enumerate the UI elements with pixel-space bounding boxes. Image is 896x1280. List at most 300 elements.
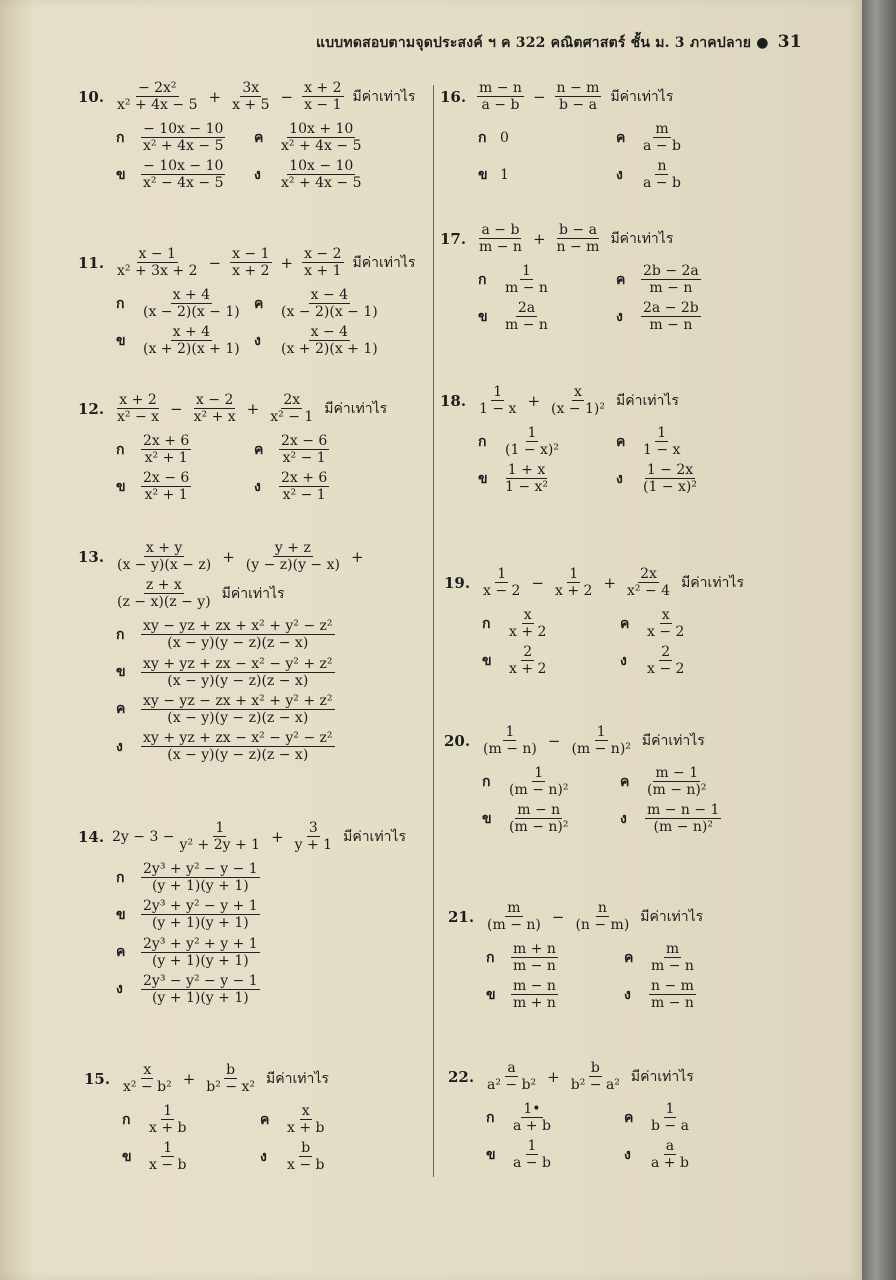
- option-label: ก: [482, 773, 491, 790]
- denominator: x² + 4x − 5: [281, 138, 362, 155]
- denominator: x² − x: [117, 409, 160, 426]
- fraction: [244, 540, 342, 573]
- numerator: m − 1: [655, 765, 699, 782]
- answer-option[interactable]: [254, 324, 424, 357]
- option-label: ก: [486, 1109, 495, 1126]
- answer-option[interactable]: [254, 121, 424, 154]
- option-label: ค: [254, 129, 264, 146]
- fraction: [549, 384, 607, 417]
- fraction: [115, 246, 199, 279]
- answer-option[interactable]: [482, 607, 620, 640]
- numerator: 2a: [517, 300, 536, 317]
- fraction: [569, 724, 632, 757]
- answer-option[interactable]: [116, 158, 254, 191]
- option-label: ข: [482, 810, 492, 827]
- option-fraction: [141, 656, 335, 689]
- question-18: [440, 384, 786, 496]
- denominator: (y − z)(y − x): [245, 557, 340, 574]
- book-edge: [862, 0, 896, 1280]
- option-fraction: [645, 607, 686, 640]
- option-fraction: [641, 300, 701, 333]
- denominator: a + b: [513, 1118, 551, 1135]
- fraction: [477, 80, 524, 113]
- option-fraction: [649, 1138, 691, 1171]
- question-expression: [440, 222, 786, 255]
- option-value: 1: [500, 166, 509, 183]
- denominator: x² + 4x − 5: [117, 97, 198, 114]
- fraction: [115, 577, 213, 610]
- option-fraction: [279, 470, 329, 503]
- option-label: ข: [478, 470, 488, 487]
- question-prompt: มีค่าเท่าไร: [221, 585, 285, 602]
- question-number: 18.: [440, 391, 467, 410]
- answer-option[interactable]: [624, 978, 794, 1011]
- numerator: b: [301, 1140, 311, 1157]
- question-20: [444, 724, 790, 836]
- option-label: ข: [116, 478, 126, 495]
- option-label: ก: [116, 626, 125, 643]
- fraction: [302, 246, 343, 279]
- answer-option[interactable]: [254, 470, 424, 503]
- answer-option[interactable]: [616, 425, 786, 458]
- option-fraction: [649, 1101, 691, 1134]
- operator: −: [531, 573, 545, 592]
- denominator: b² − a²: [570, 1077, 620, 1094]
- option-label: ง: [254, 478, 261, 495]
- fraction: [555, 222, 602, 255]
- operator: +: [182, 1069, 196, 1088]
- option-label: ก: [116, 295, 125, 312]
- question-number: 17.: [440, 229, 467, 248]
- answer-options: [116, 433, 424, 503]
- question-prompt: มีค่าเท่าไร: [640, 908, 704, 925]
- option-fraction: [511, 1138, 553, 1171]
- operator: −: [532, 87, 546, 106]
- numerator: − 10x − 10: [143, 121, 224, 138]
- question-prompt: มีค่าเท่าไร: [610, 230, 674, 247]
- question-17: [440, 222, 786, 334]
- option-fraction: [141, 287, 242, 320]
- denominator: (x + 2)(x + 1): [143, 341, 240, 358]
- denominator: x − 2: [647, 624, 685, 641]
- option-fraction: [507, 644, 548, 677]
- answer-option[interactable]: [116, 861, 416, 894]
- denominator: a − b: [643, 138, 681, 155]
- answer-option[interactable]: [116, 287, 254, 320]
- numerator: 3x: [242, 80, 260, 96]
- denominator: (y + 1)(y + 1): [151, 989, 249, 1006]
- answer-option[interactable]: [478, 121, 616, 154]
- numerator: m − n: [513, 978, 556, 995]
- answer-option[interactable]: [486, 978, 624, 1011]
- option-label: ค: [260, 1111, 270, 1128]
- answer-option[interactable]: [116, 324, 254, 357]
- answer-option[interactable]: [254, 433, 424, 466]
- question-prompt: มีค่าเท่าไร: [616, 392, 679, 409]
- denominator: (z − x)(z − y): [117, 594, 211, 611]
- option-fraction: [645, 802, 721, 835]
- denominator: (m − n)²: [509, 782, 569, 799]
- option-label: ง: [624, 986, 631, 1003]
- option-label: ง: [616, 308, 623, 325]
- question-15: [84, 1062, 430, 1174]
- denominator: b − a: [651, 1118, 689, 1135]
- numerator: 10x − 10: [289, 158, 354, 175]
- numerator: 2y³ + y² − y + 1: [143, 898, 258, 915]
- option-fraction: [641, 425, 682, 458]
- answer-option[interactable]: [478, 425, 616, 458]
- numerator: x: [301, 1103, 310, 1120]
- answer-option[interactable]: [116, 730, 416, 763]
- denominator: (x − y)(y − z)(z − x): [167, 635, 309, 652]
- denominator: m − n: [505, 317, 548, 334]
- option-fraction: [147, 1140, 189, 1173]
- answer-option[interactable]: [616, 158, 786, 191]
- answer-option[interactable]: [620, 802, 790, 835]
- fraction: [481, 566, 522, 599]
- numerator: a: [507, 1060, 516, 1076]
- answer-option[interactable]: [116, 693, 416, 726]
- numerator: xy + yz + zx − x² − y² + z²: [143, 655, 333, 672]
- numerator: − 2x²: [137, 80, 177, 96]
- denominator: x − b: [149, 1157, 187, 1174]
- fraction: [555, 80, 602, 113]
- denominator: a² − b²: [487, 1077, 537, 1094]
- answer-option[interactable]: [116, 618, 416, 651]
- answer-option[interactable]: [482, 802, 620, 835]
- answer-option[interactable]: [122, 1140, 260, 1173]
- denominator: n − m: [556, 239, 600, 256]
- numerator: 1: [657, 425, 667, 442]
- answer-option[interactable]: [620, 644, 790, 677]
- fraction: [569, 1060, 622, 1093]
- option-label: ง: [620, 652, 627, 669]
- option-fraction: [279, 287, 380, 320]
- answer-option[interactable]: [482, 644, 620, 677]
- option-fraction: [279, 158, 363, 191]
- numerator: 1: [596, 724, 606, 740]
- denominator: a − b: [513, 1155, 551, 1172]
- answer-option[interactable]: [116, 936, 416, 969]
- option-label: ข: [116, 906, 126, 923]
- denominator: x² + 4x − 5: [281, 175, 362, 192]
- numerator: z + x: [145, 577, 182, 594]
- denominator: x² + 4x − 5: [143, 138, 224, 155]
- fraction: [268, 392, 315, 425]
- option-label: ก: [478, 129, 487, 146]
- answer-option[interactable]: [620, 607, 790, 640]
- answer-option[interactable]: [254, 287, 424, 320]
- denominator: x + b: [287, 1120, 325, 1137]
- answer-option[interactable]: [116, 433, 254, 466]
- option-label: ก: [478, 433, 487, 450]
- option-fraction: [141, 861, 260, 894]
- question-expression: [440, 384, 786, 417]
- answer-option[interactable]: [116, 898, 416, 931]
- answer-option[interactable]: [620, 765, 790, 798]
- numerator: 1: [163, 1103, 173, 1120]
- option-label: ข: [116, 166, 126, 183]
- question-number: 19.: [444, 573, 471, 592]
- question-number: 15.: [84, 1069, 111, 1088]
- option-fraction: [641, 121, 683, 154]
- denominator: x + 5: [232, 97, 270, 114]
- answer-option[interactable]: [624, 1138, 794, 1171]
- numerator: 1: [493, 384, 503, 400]
- option-fraction: [141, 470, 191, 503]
- question-expression: [440, 80, 786, 113]
- question-prompt: มีค่าเท่าไร: [641, 732, 705, 749]
- numerator: 1: [497, 566, 507, 582]
- numerator: 2x: [640, 566, 657, 582]
- answer-option[interactable]: [116, 470, 254, 503]
- numerator: 2x: [283, 392, 301, 408]
- answer-options: [486, 1101, 794, 1171]
- question-number: 21.: [448, 907, 475, 926]
- option-fraction: [285, 1103, 327, 1136]
- option-label: ข: [116, 664, 126, 681]
- answer-option[interactable]: [478, 462, 616, 495]
- question-prompt: มีค่าเท่าไร: [343, 828, 406, 845]
- denominator: y + 1: [294, 837, 333, 854]
- numerator: x − 4: [310, 287, 349, 304]
- fraction: [178, 820, 263, 853]
- fraction: [573, 900, 631, 933]
- option-label: ง: [616, 166, 623, 183]
- question-prompt: มีค่าเท่าไร: [352, 254, 416, 271]
- numerator: 2x + 6: [281, 470, 328, 487]
- option-fraction: [141, 730, 335, 763]
- operator: +: [350, 547, 364, 566]
- denominator: b² − x²: [206, 1079, 256, 1096]
- numerator: xy − yz + zx + x² + y² − z²: [143, 618, 333, 635]
- numerator: a − b: [481, 222, 520, 238]
- question-16: [440, 80, 786, 192]
- option-fraction: [511, 1101, 553, 1134]
- fraction: [485, 1060, 538, 1093]
- denominator: m − n: [651, 958, 694, 975]
- option-label: ค: [620, 773, 630, 790]
- option-label: ค: [620, 615, 630, 632]
- denominator: (x − 2)(x − 1): [143, 304, 240, 321]
- numerator: m − n − 1: [647, 802, 720, 819]
- answer-option[interactable]: [116, 121, 254, 154]
- numerator: 2b − 2a: [643, 263, 699, 280]
- numerator: x + 4: [172, 324, 211, 341]
- numerator: 2: [661, 644, 671, 661]
- denominator: m − n: [649, 280, 693, 297]
- fraction: [477, 222, 524, 255]
- answer-option[interactable]: [116, 656, 416, 689]
- denominator: (y + 1)(y + 1): [151, 952, 249, 969]
- denominator: a − b: [643, 175, 681, 192]
- denominator: (m − n): [483, 741, 537, 758]
- denominator: x² − 1: [270, 409, 314, 426]
- denominator: x + 2: [509, 661, 547, 678]
- numerator: m: [665, 941, 680, 958]
- numerator: x − 2: [195, 392, 234, 408]
- option-fraction: [645, 765, 708, 798]
- denominator: x − 2: [647, 661, 685, 678]
- denominator: x² − 4x − 5: [143, 175, 224, 192]
- numerator: 2x + 6: [143, 433, 190, 450]
- denominator: x² − 1: [282, 450, 326, 467]
- answer-option[interactable]: [624, 941, 794, 974]
- option-label: ข: [478, 308, 488, 325]
- question-number: 16.: [440, 87, 467, 106]
- denominator: x² + 1: [144, 450, 188, 467]
- question-expression: [78, 392, 424, 425]
- question-10: [78, 80, 424, 192]
- option-label: ก: [116, 869, 125, 886]
- option-label: ก: [122, 1111, 131, 1128]
- answer-option[interactable]: [486, 1101, 624, 1134]
- answer-options: [478, 263, 786, 333]
- answer-option[interactable]: [486, 941, 624, 974]
- answer-option[interactable]: [116, 973, 416, 1006]
- denominator: (x + 2)(x + 1): [281, 341, 378, 358]
- answer-option[interactable]: [478, 300, 616, 333]
- numerator: 2y³ − y² − y − 1: [143, 972, 258, 989]
- denominator: x² + x: [193, 409, 236, 426]
- header-text: แบบทดสอบตามจุดประสงค์ ฯ ค 322 คณิตศาสตร์ ชั้น ม. 3 ภาคปลาย ●: [316, 35, 769, 51]
- option-label: ก: [486, 949, 495, 966]
- answer-option[interactable]: [616, 300, 786, 333]
- numerator: x − 4: [310, 324, 349, 341]
- answer-option[interactable]: [260, 1140, 430, 1173]
- numerator: n: [597, 900, 607, 916]
- question-expression: [78, 246, 424, 279]
- operator: +: [208, 87, 222, 106]
- answer-option[interactable]: [616, 121, 786, 154]
- operator: +: [246, 399, 260, 418]
- fraction: [625, 566, 672, 599]
- answer-option[interactable]: [616, 462, 786, 495]
- denominator: m − n: [479, 239, 522, 256]
- numerator: 2y³ + y² + y + 1: [143, 935, 258, 952]
- option-fraction: [503, 300, 550, 333]
- answer-option[interactable]: [478, 158, 616, 191]
- answer-option[interactable]: [478, 263, 616, 296]
- option-fraction: [141, 324, 242, 357]
- denominator: (n − m): [575, 917, 630, 934]
- option-label: ง: [620, 810, 627, 827]
- numerator: x: [143, 1062, 152, 1078]
- operator: −: [208, 253, 222, 272]
- answer-option[interactable]: [616, 263, 786, 296]
- option-label: ก: [116, 441, 125, 458]
- answer-options: [482, 765, 790, 835]
- option-label: ค: [616, 433, 626, 450]
- operator: −: [551, 907, 565, 926]
- numerator: x + y: [145, 540, 183, 556]
- operator: +: [547, 1067, 560, 1086]
- denominator: (m − n)²: [509, 819, 569, 836]
- option-fraction: [649, 978, 696, 1011]
- option-fraction: [141, 936, 260, 969]
- answer-option[interactable]: [260, 1103, 430, 1136]
- numerator: n − m: [556, 80, 600, 96]
- answer-option[interactable]: [122, 1103, 260, 1136]
- denominator: a + b: [651, 1155, 689, 1172]
- fraction: [230, 246, 271, 279]
- numerator: − 10x − 10: [143, 158, 224, 175]
- option-fraction: [285, 1140, 327, 1173]
- answer-option[interactable]: [486, 1138, 624, 1171]
- denominator: x + 1: [304, 263, 342, 280]
- answer-options: [478, 121, 786, 191]
- denominator: x − b: [287, 1157, 325, 1174]
- answer-options: [116, 121, 424, 191]
- operator: −: [280, 87, 294, 106]
- denominator: x + 2: [509, 624, 547, 641]
- option-label: ข: [116, 332, 126, 349]
- numerator: 1: [527, 1138, 537, 1155]
- question-number: 13.: [78, 547, 105, 566]
- question-11: [78, 246, 424, 358]
- option-fraction: [503, 425, 561, 458]
- answer-option[interactable]: [482, 765, 620, 798]
- answer-option[interactable]: [624, 1101, 794, 1134]
- denominator: x − 2: [483, 583, 521, 600]
- denominator: a − b: [481, 97, 520, 114]
- numerator: n − m: [651, 978, 694, 995]
- option-fraction: [649, 941, 696, 974]
- numerator: x + 2: [304, 80, 342, 96]
- question-expression: [78, 540, 416, 573]
- numerator: 1 + x: [507, 462, 546, 479]
- numerator: 3: [308, 820, 318, 836]
- numerator: x: [574, 384, 582, 400]
- numerator: x − 1: [138, 246, 176, 262]
- numerator: 1: [527, 425, 537, 442]
- question-expression: [78, 820, 416, 853]
- answer-option[interactable]: [254, 158, 424, 191]
- numerator: 10x + 10: [289, 121, 354, 138]
- answer-options: [116, 618, 416, 763]
- option-fraction: [141, 433, 191, 466]
- operator: −: [547, 731, 561, 750]
- question-12: [78, 392, 424, 504]
- denominator: y² + 2y + 1: [179, 837, 261, 854]
- answer-options: [478, 425, 786, 495]
- expression-text: 2y − 3 −: [112, 828, 175, 845]
- numerator: m: [655, 121, 669, 138]
- option-fraction: [279, 433, 329, 466]
- option-label: ข: [486, 986, 496, 1003]
- numerator: 2a − 2b: [643, 300, 699, 317]
- option-fraction: [141, 898, 260, 931]
- denominator: m − n: [649, 317, 693, 334]
- question-expression: [444, 724, 790, 757]
- operator: +: [222, 547, 235, 566]
- fraction: [230, 80, 271, 113]
- question-expression: [448, 1060, 794, 1093]
- option-label: ง: [616, 470, 623, 487]
- option-fraction: [503, 462, 550, 495]
- option-fraction: [641, 462, 699, 495]
- option-label: ข: [478, 166, 488, 183]
- question-expression: [78, 80, 424, 113]
- numerator: xy + yz + zx − x² − y² − z²: [143, 729, 333, 746]
- denominator: b − a: [559, 97, 597, 114]
- option-fraction: [507, 802, 570, 835]
- question-expression: [444, 566, 790, 599]
- question-22: [448, 1060, 794, 1172]
- option-label: ค: [254, 441, 264, 458]
- numerator: 1: [522, 263, 531, 280]
- operator: +: [527, 391, 541, 410]
